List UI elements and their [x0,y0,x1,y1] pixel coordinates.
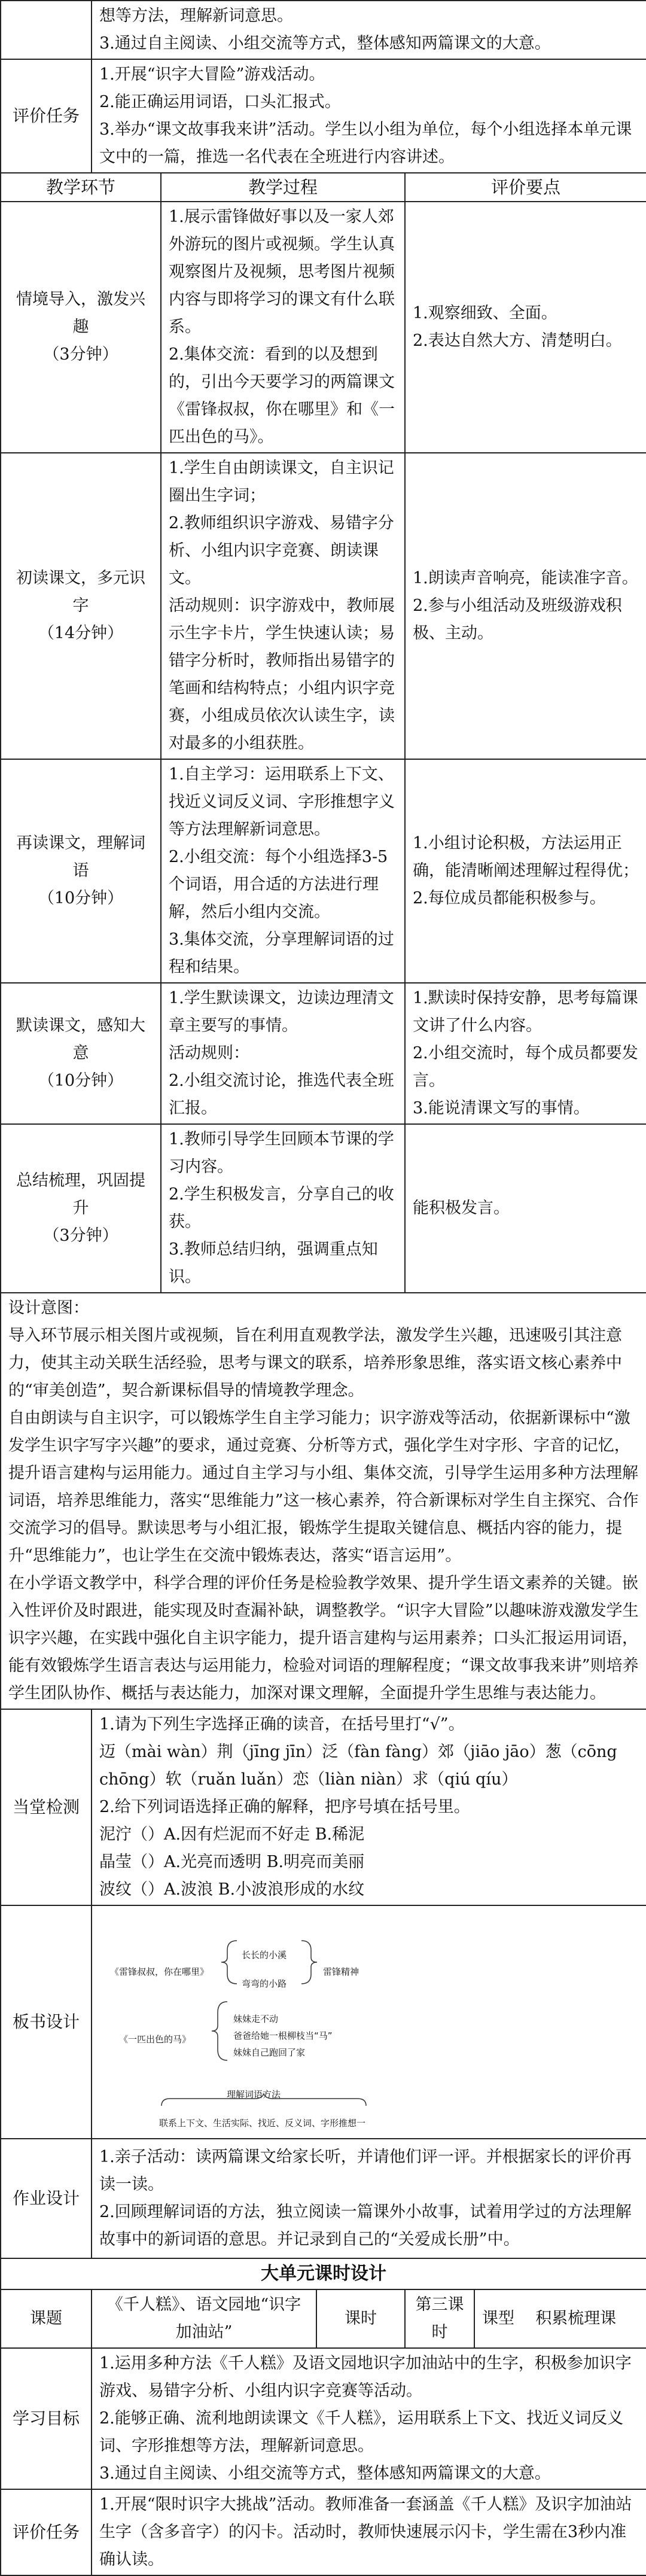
process-line: 1.学生自由朗读课文，自主识记圈出生字词； [169,459,394,505]
stage-process-cell [161,202,405,453]
board-b2-item: 妹妹走不动 [233,2014,279,2024]
type-label: 课型 [482,2309,514,2328]
header-process: 教学过程 [161,173,405,202]
topic-value: 《千人糕》、语文园地“识字加油站” [92,2289,316,2348]
homework-line: 1.亲子活动：读两篇课文给家长听，并请他们评一评。并根据家长的评价再读一读。 [99,2148,632,2194]
stage-name-cell [1,202,161,453]
process-line: 2.集体交流：看到的以及想到的，引出今天要学习的两篇课文《雷锋叔叔，你在哪里》和《一匹出色的马》。 [169,345,395,446]
header-eval: 评价要点 [405,173,646,202]
period-label: 课时 [316,2289,405,2348]
assessment2-cell [92,2489,646,2575]
assessment-label: 评价任务 [1,59,92,173]
process-line: 3.集体交流，分享理解词语的过程和结果。 [169,930,394,976]
check-line: 迈（mài wàn）荆（jīng jīn）泛（fàn fàng）郊（jiāo jāo）葱（cōng chōng）软（ruǎn luǎn）恋（liàn niàn）求（qiú qíu） [99,1743,617,1789]
eval-line: 3.能说清课文写的事情。 [413,1099,590,1118]
assessment2-label: 评价任务 [1,2489,92,2575]
stage-eval-cell [405,983,646,1124]
homework-label: 作业设计 [1,2139,92,2258]
design-paragraph: 自由朗读与自主识字，可以锻炼学生自主学习能力；识字游戏等活动，依据新课标中“激发学生识字写字兴趣”的要求，通过竞赛、分析等方式，强化学生对字形、字音的记忆，提升语言建构与运用能力。通过自主学习与小组、集体交流，引导学生运用多种方法理解词语，培养思维能力，落实“思维能力”这一核心素养，符合新课标对学生自主探究、合作交流学习的倡导。默读思考与小组汇报，锻炼学生提取关键信息、概括内容的能力，提升“思维能力”，也让学生在交流中锻炼表达，落实“语言运用”。 [8,1409,639,1565]
type-value: 积累梳理课 [535,2309,617,2328]
header-stage: 教学环节 [1,173,161,202]
board-diagram [92,1908,646,2136]
stage-process-cell [161,983,405,1124]
assessment2-line: 1.开展“限时识字大挑战”活动。教师准备一套涵盖《千人糕》及识字加油站生字（含多音字）的闪卡。活动时，教师快速展示闪卡，学生需在3秒内准确认读。 [99,2495,632,2569]
stage-name: 再读课文，理解词语 [16,834,145,880]
brace-icon [219,1938,243,1986]
board-method-list: 联系上下文、生活实际、找近、反义词、字形推想一 [159,2118,366,2129]
stage-time: （10分钟） [38,889,124,908]
stage-name: 情境导入，激发兴趣 [16,290,145,336]
stage-time: （3分钟） [43,345,118,364]
brace-icon [209,1999,233,2063]
assessment-line: 1.开展“识字大冒险”游戏活动。 [99,65,325,84]
stage-process-cell [161,453,405,759]
board-b1-result: 雷锋精神 [323,1966,359,1977]
stage-name-cell [1,759,161,983]
process-line: 活动规则：识字游戏中，教师展示生字卡片，学生快速认读；易错字分析时，教师指出易错字的笔画和结构特点；小组内识字竞赛，小组成员依次认读生字，读对最多的小组获胜。 [169,596,395,753]
goal-line: 2.能够正确、流利地朗读课文《千人糕》，运用联系上下文、找近义词反义词、字形推想等方法，理解新词意思。 [99,2409,624,2455]
eval-line: 1.小组讨论积极，方法运用正确，能清晰阐述理解过程得优； [413,834,639,880]
goal-cell [92,2348,646,2489]
stage-time: （10分钟） [38,1071,124,1090]
stage-name: 总结梳理，巩固提升 [16,1171,145,1217]
board-lesson2: 《一匹出色的马》 [119,2034,191,2045]
stage-eval-cell [405,759,646,983]
goal-cont-line: 想等方法，理解新词意思。 [99,7,293,25]
design-title: 设计意图： [8,1299,89,1317]
eval-line: 1.观察细致、全面。 [413,304,557,322]
board-b2-item: 妹妹自己跑回了家 [233,2047,306,2058]
process-line: 1.学生默读课文，边读边理清文章主要写的事情。 [169,989,394,1035]
eval-line: 2.小组交流时，每个成员都要发言。 [413,1044,638,1090]
eval-line: 2.表达自然大方、清楚明白。 [413,331,622,350]
board-b1-item: 长长的小溪 [242,1950,287,1960]
board-cell [92,1905,646,2139]
check-line: 波纹（）A.波浪 B.小波浪形成的水纹 [99,1880,365,1899]
board-b2-item: 爸爸给她一根柳枝当“马” [233,2030,333,2041]
type-cell [474,2289,646,2348]
eval-line: 2.每位成员都能积极参与。 [413,889,606,908]
stage-name: 默读课文，感知大意 [16,1016,145,1062]
goal-label: 学习目标 [1,2348,92,2489]
stage-process-cell [161,759,405,983]
stage-time: （3分钟） [43,1226,118,1245]
goal-cont-cell [92,1,646,59]
goal-cont-line: 3.通过自主阅读、小组交流等方式，整体感知两篇课文的大意。 [99,34,551,53]
process-line: 3.教师总结归纳，强调重点知识。 [169,1240,378,1286]
stage-name-cell [1,983,161,1124]
board-label: 板书设计 [1,1905,92,2139]
unit-title: 大单元课时设计 [1,2258,646,2289]
design-paragraph: 在小学语文教学中，科学合理的评价任务是检验教学效果、提升学生语文素养的关键。嵌入性评价及时跟进，能实现及时查漏补缺，调整教学。“识字大冒险”以趣味游戏激发学生识字兴趣，在实践中强化自主识字能力，提升语言建构与运用素养；口头汇报运用词语，能有效锻炼学生语言表达与运用能力，检验对词语的理解程度；“课文故事我来讲”则培养学生团队协作、概括与表达能力，加深对课文理解，全面提升学生思维与表达能力。 [8,1574,639,1703]
assessment-line: 2.能正确运用词语，口头汇报式。 [99,93,341,111]
check-line: 泥泞（）A.因有烂泥而不好走 B.稀泥 [99,1825,365,1844]
stage-name: 初读课文，多元识字 [16,569,145,615]
stage-name-cell [1,1124,161,1293]
brace-horizontal-icon [159,2091,368,2108]
board-method-title: 理解词语方法 [227,2089,281,2100]
design-paragraph: 导入环节展示相关图片或视频，旨在利用直观教学法，激发学生兴趣，迅速吸引其注意力，使其主动关联生活经验，思考与课文的联系，培养形象思维，落实语文核心素养中的“审美创造”，契合新课标倡导的情境教学理念。 [8,1326,622,1400]
eval-line: 2.参与小组活动及班级游戏积极、主动。 [413,596,622,643]
process-line: 2.教师组织识字游戏、易错字分析、小组内识字竞赛、朗读课文。 [169,514,394,587]
stage-time: （14分钟） [38,624,124,643]
process-line: 1.教师引导学生回顾本节课的学习内容。 [169,1130,394,1176]
process-line: 活动规则： [169,1044,249,1062]
check-line: 晶莹（）A.光亮而透明 B.明亮而美丽 [99,1853,365,1871]
process-line: 2.小组交流讨论，推选代表全班汇报。 [169,1071,394,1118]
process-line: 2.学生积极发言，分享自己的收获。 [169,1185,394,1231]
goal-line: 1.运用多种方法《千人糕》及语文园地识字加油站中的生字，积极参加识字游戏、易错字分析、小组内识字竞赛等活动。 [99,2354,632,2400]
check-line: 1.请为下列生字选择正确的读音，在括号里打“√”。 [99,1715,465,1734]
check-line: 2.给下列词语选择正确的解释，把序号填在括号里。 [99,1798,470,1816]
homework-cell [92,2139,646,2258]
process-line: 1.自主学习：运用联系上下文、找近义词反义词、字形推想字义等方法理解新词意思。 [169,765,395,839]
goal-cont-label-cell [1,1,92,59]
period-value: 第三课时 [405,2289,474,2348]
board-lesson1: 《雷锋叔叔，你在哪里》 [110,1966,209,1977]
stage-eval-cell [405,202,646,453]
goal-line: 3.通过自主阅读、小组交流等方式，整体感知两篇课文的大意。 [99,2464,551,2483]
homework-line: 2.回顾理解词语的方法，独立阅读一篇课外小故事，试着用学过的方法理解故事中的新词语的意思。并记录到自己的“关爱成长册”中。 [99,2203,632,2249]
assessment-cell [92,59,646,173]
eval-line: 1.默读时保持安静，思考每篇课文讲了什么内容。 [413,989,638,1035]
process-line: 2.小组交流：每个小组选择3-5个词语，用合适的方法进行理解，然后小组内交流。 [169,848,388,921]
eval-line: 1.朗读声音响亮，能读准字音。 [413,569,638,587]
stage-process-cell [161,1124,405,1293]
assessment-line: 3.举办“课文故事我来讲”活动。学生以小组为单位，每个小组选择本单元课文中的一篇，推选一名代表在全班进行内容讲述。 [99,120,632,166]
design-intent-cell [1,1293,646,1709]
check-label: 当堂检测 [1,1709,92,1905]
stage-name-cell [1,453,161,759]
brace-close-icon [299,1938,321,1986]
process-line: 1.展示雷锋做好事以及一家人郊外游玩的图片或视频。学生认真观察图片及视频，思考图片视频内容与即将学习的课文有什么联系。 [169,208,395,336]
eval-line: 能积极发言。 [413,1199,510,1217]
topic-label: 课题 [1,2289,92,2348]
stage-eval-cell [405,453,646,759]
check-cell [92,1709,646,1905]
stage-eval-cell [405,1124,646,1293]
board-b1-item: 弯弯的小路 [242,1978,287,1989]
